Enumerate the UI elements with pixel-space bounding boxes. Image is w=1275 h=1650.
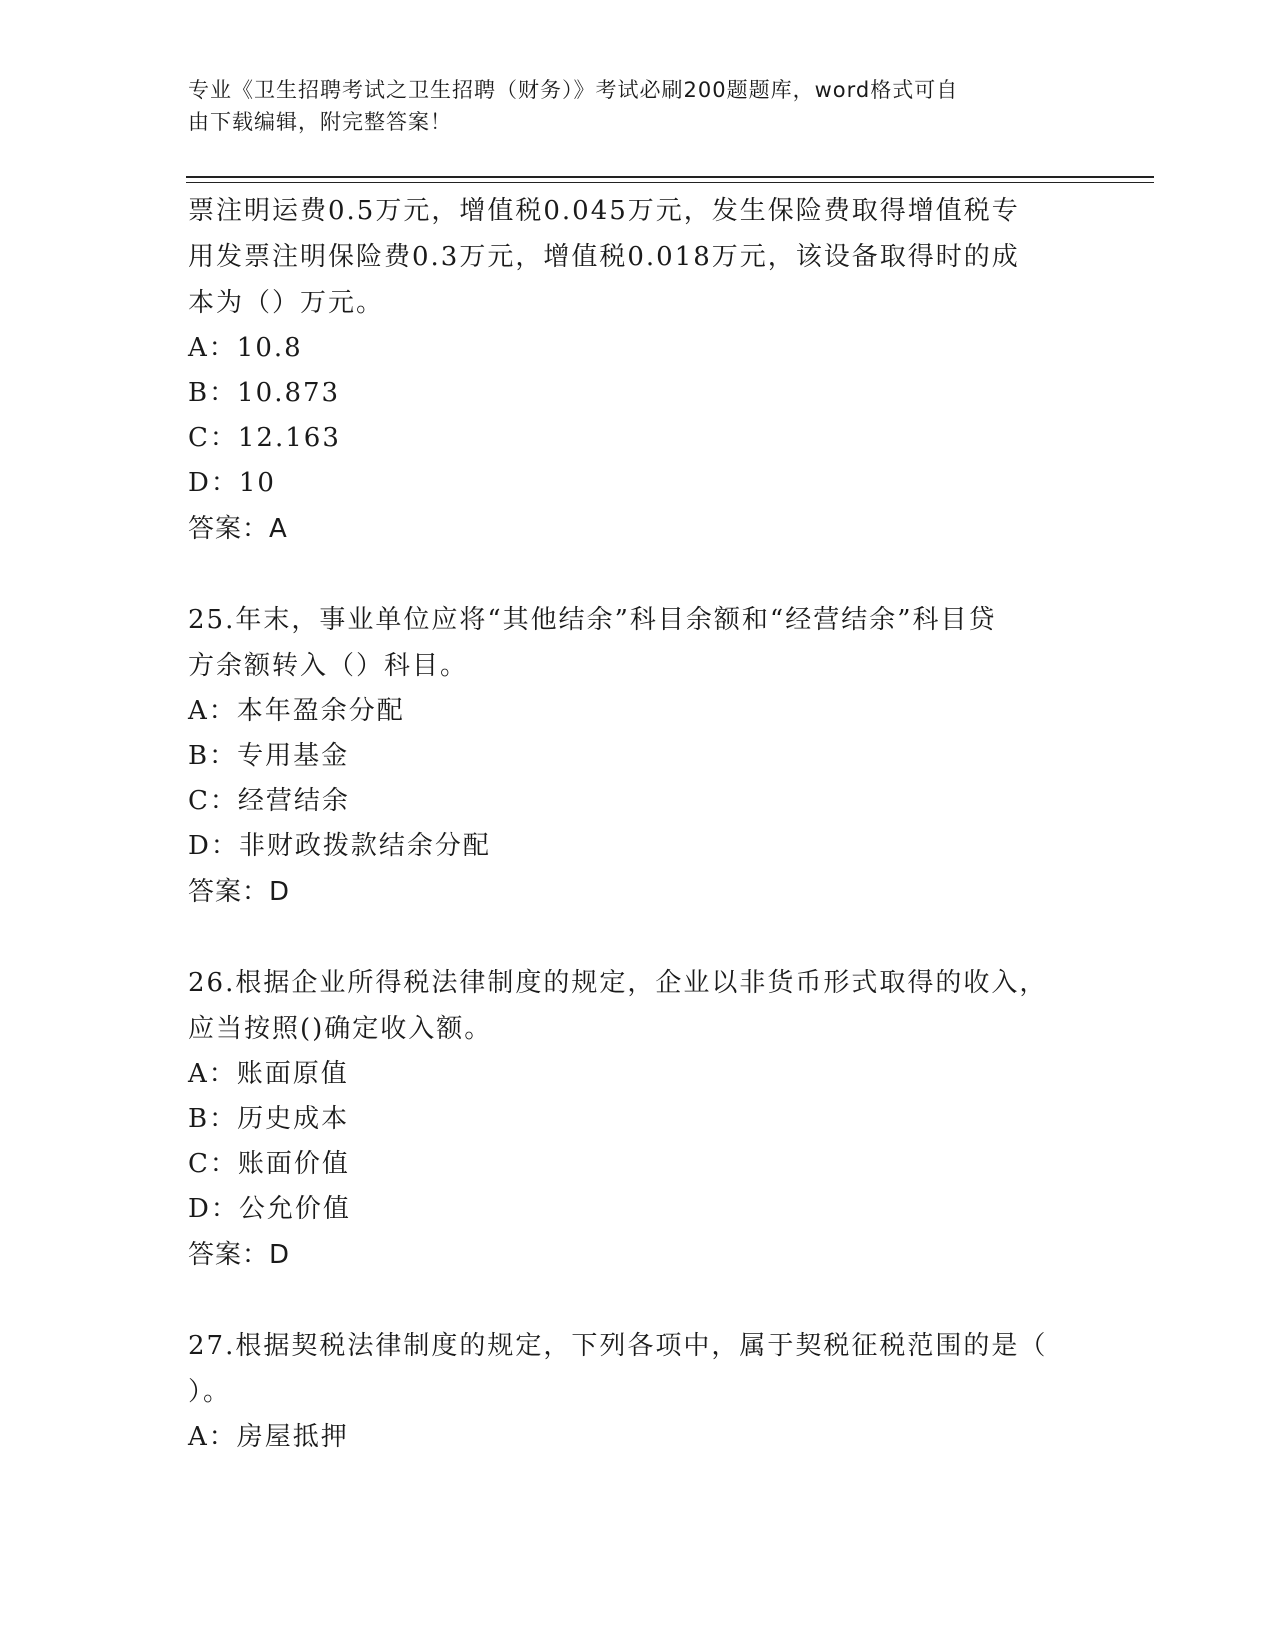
option-a: A：本年盈余分配: [188, 696, 405, 726]
header-line-1: 专业《卫生招聘考试之卫生招聘（财务）》考试必刷200题题库，word格式可自: [188, 78, 959, 102]
question-stem-line: 26.根据企业所得税法律制度的规定，企业以非货币形式取得的收入，: [188, 968, 1048, 998]
option-c: C：12.163: [188, 423, 341, 453]
header-divider: [186, 176, 1154, 178]
option-d: D：10: [188, 468, 276, 498]
answer-line: 答案：D: [188, 877, 291, 907]
question-stem-line: 本为（）万元。: [188, 288, 385, 318]
option-a: A：房屋抵押: [188, 1422, 349, 1452]
header-divider-thin: [186, 182, 1154, 183]
question-stem-line: 票注明运费0.5万元，增值税0.045万元，发生保险费取得增值税专: [188, 196, 1020, 226]
option-b: B：10.873: [188, 378, 341, 408]
option-b: B：历史成本: [188, 1104, 350, 1134]
option-b: B：专用基金: [188, 741, 350, 771]
option-a: A：10.8: [188, 333, 303, 363]
question-stem-line: 用发票注明保险费0.3万元，增值税0.018万元，该设备取得时的成: [188, 242, 1020, 272]
answer-line: 答案：D: [188, 1240, 291, 1270]
option-d: D：非财政拨款结余分配: [188, 831, 491, 861]
answer-line: 答案：A: [188, 514, 288, 544]
question-stem-line: ）。: [188, 1377, 232, 1407]
header-line-2: 由下载编辑，附完整答案！: [188, 110, 452, 134]
page-header: [188, 74, 1068, 138]
option-c: C：经营结余: [188, 786, 350, 816]
question-stem-line: 25.年末，事业单位应将“其他结余”科目余额和“经营结余”科目贷: [188, 605, 997, 635]
question-26: [188, 960, 1088, 1278]
question-stem-line: 应当按照()确定收入额。: [188, 1014, 493, 1044]
question-stem-line: 27.根据契税法律制度的规定，下列各项中，属于契税征税范围的是（: [188, 1331, 1048, 1361]
question-25: [188, 597, 1088, 915]
option-a: A：账面原值: [188, 1059, 349, 1089]
question-stem-line: 方余额转入（）科目。: [188, 651, 469, 681]
question-24-continued: [188, 188, 1088, 552]
option-c: C：账面价值: [188, 1149, 350, 1179]
option-d: D：公允价值: [188, 1194, 351, 1224]
question-list: [188, 188, 1088, 1460]
question-27: [188, 1323, 1088, 1460]
